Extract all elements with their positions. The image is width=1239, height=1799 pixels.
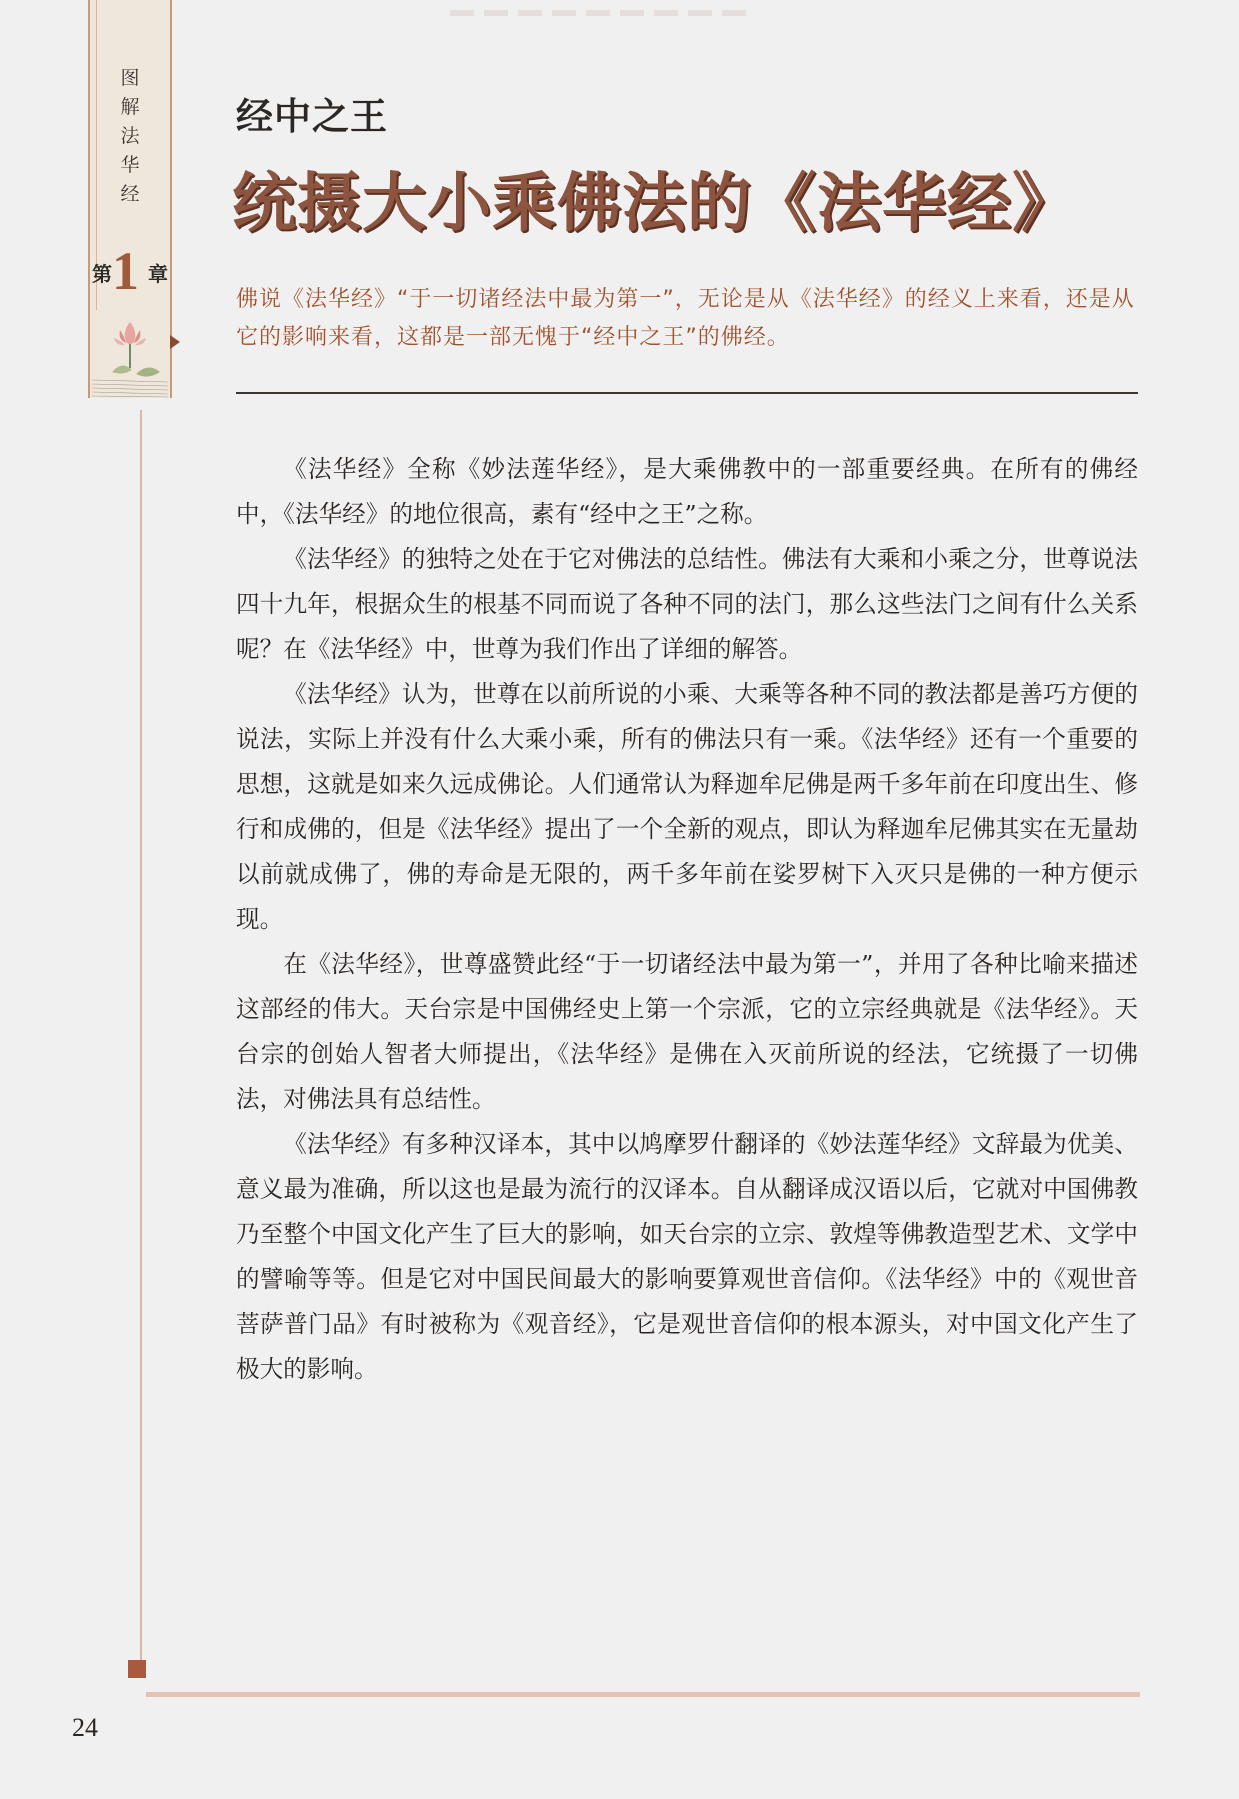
- chapter-prefix: 第: [92, 262, 112, 286]
- corner-square: [128, 1660, 146, 1678]
- intro-summary: 佛说《法华经》“于一切诸经法中最为第一”，无论是从《法华经》的经义上来看，还是从它的影响来看，这都是一部无愧于“经中之王”的佛经。: [236, 287, 1135, 350]
- paragraph: 《法华经》认为，世尊在以前所说的小乘、大乘等各种不同的教法都是善巧方便的说法，实际上并没有什么大乘小乘，所有的佛法只有一乘。《法华经》还有一个重要的思想，这就是如来久远成佛论。人们通常认为释迦牟尼佛是两千多年前在印度出生、修行和成佛的，但是《法华经》提出了一个全新的观点，即认为释迦牟尼佛其实在无量劫以前就成佛了，佛的寿命是无限的，两千多年前在娑罗树下入灭只是佛的一种方便示现。: [236, 680, 1138, 933]
- tab-notch: [170, 335, 180, 349]
- top-faint-marks: [450, 10, 750, 16]
- body-text: [236, 447, 1138, 1392]
- section-kicker: 经中之王: [236, 95, 388, 138]
- intro-divider: [236, 392, 1138, 394]
- bottom-rule: [146, 1692, 1140, 1697]
- lotus-illustration: [92, 310, 168, 398]
- paragraph: 在《法华经》，世尊盛赞此经“于一切诸经法中最为第一”，并用了各种比喻来描述这部经的伟大。天台宗是中国佛经史上第一个宗派，它的立宗经典就是《法华经》。天台宗的创始人智者大师提出，《法华经》是佛在入灭前所说的经法，它统摄了一切佛法，对佛法具有总结性。: [236, 950, 1138, 1113]
- page-number: 24: [72, 1713, 98, 1742]
- book-title-vertical: 图解法华经: [120, 67, 140, 205]
- paragraph: 《法华经》全称《妙法莲华经》，是大乘佛教中的一部重要经典。在所有的佛经中，《法华经》的地位很高，素有“经中之王”之称。: [236, 455, 1138, 528]
- chapter-marker: [90, 241, 170, 306]
- paragraph: 《法华经》有多种汉译本，其中以鸠摩罗什翻译的《妙法莲华经》文辞最为优美、意义最为准确，所以这也是最为流行的汉译本。自从翻译成汉语以后，它就对中国佛教乃至整个中国文化产生了巨大的影响，如天台宗的立宗、敦煌等佛教造型艺术、文学中的譬喻等等。但是它对中国民间最大的影响要算观世音信仰。《法华经》中的《观世音菩萨普门品》有时被称为《观音经》，它是观世音信仰的根本源头，对中国文化产生了极大的影响。: [236, 1130, 1138, 1383]
- left-vertical-rule: [140, 410, 142, 1672]
- page-title: 统摄大小乘佛法的《法华经》: [232, 167, 1077, 241]
- paragraph: 《法华经》的独特之处在于它对佛法的总结性。佛法有大乘和小乘之分，世尊说法四十九年，根据众生的根基不同而说了各种不同的法门，那么这些法门之间有什么关系呢？在《法华经》中，世尊为我们作出了详细的解答。: [236, 545, 1138, 663]
- chapter-suffix: 章: [148, 262, 168, 286]
- chapter-number: 1: [112, 241, 139, 301]
